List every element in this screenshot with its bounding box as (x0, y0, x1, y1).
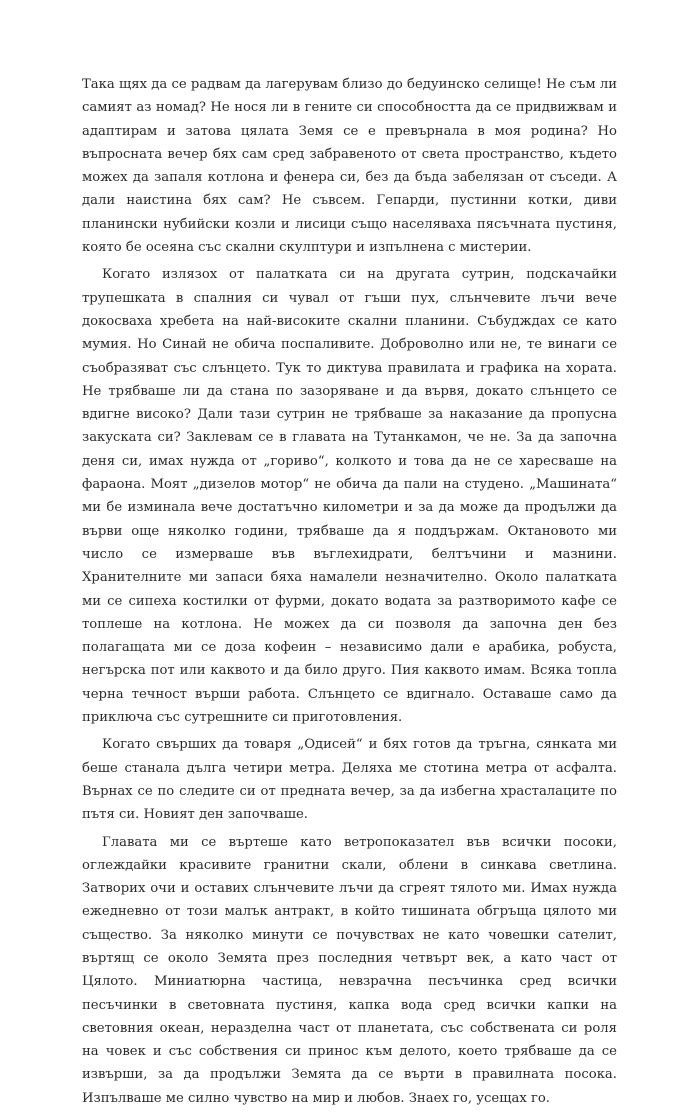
body-text (82, 73, 617, 1114)
paragraph: Когато свърших да товаря „Одисей“ и бях готов да тръгна, сянката ми беше станала дълга четири метра. Деляха ме стотина метра от асфалта. Върнах се по следите си от предната вечер, за да избегна храсталаците по пътя си. Новият ден започваше. (82, 737, 617, 823)
paragraph: Така щях да се радвам да лагерувам близо до бедуинско селище! Не съм ли самият аз номад? Не нося ли в гените си способността да се придвижвам и адаптирам и затова цялата Земя се е превърнала в моя родина? Но въпросната вечер бях сам сред забравеното от света пространство, където можех да запаля котлона и фенера си, без да бъда забелязан от съседи. А дали наистина бях сам? Не съвсем. Гепарди, пустинни котки, диви планински нубийски козли и лисици също населяваха пясъчната пустиня, която бе осеяна със скални скулптури и изпълнена с мистерии. (82, 77, 617, 256)
paragraph: Главата ми се въртеше като ветропоказател във всички посоки, оглеждайки красивите гранитни скали, облени в синкава светлина. Затворих очи и оставих слънчевите лъчи да сгреят тялото ми. Имах нужда ежедневно от този малък антракт, в който тишината обгръща цялото ми същество. За няколко минути се почувствах не като човешки сателит, въртящ се около Земята през последния четвърт век, а като част от Цялото. Миниатюрна частица, невзрачна песъчинка сред всички песъчинки в световната пустиня, капка вода сред всички капки на световния океан, неразделна част от планетата, със собствената си роля на човек и със собствения си принос към делото, което трябваше да се извърши, за да продължи Земята да се върти в правилната посока. Изпълваше ме силно чувство на мир и любов. Знаех го, усещах го. (82, 834, 617, 1106)
paragraph: Когато излязох от палатката си на другата сутрин, подскачайки трупешката в спалния си чувал от гъши пух, слънчевите лъчи вече докосваха хребета на най-високите скални планини. Събудждах се като мумия. Но Синай не обича поспаливите. Доброволно или не, те винаги се съобразяват със слънцето. Тук то диктува правилата и графика на хората. Не трябваше ли да стана по зазоряване и да вървя, докато слънцето се вдигне високо? Дали тази сутрин не трябваше за наказание да пропусна закуската си? Заклевам се в главата на Тутанкамон, че не. За да започна деня си, имах нужда от „гориво“, колкото и това да не се харесваше на фараона. Моят „дизелов мотор“ не обича да пали на студено. „Машината“ ми бе изминала вече достатъчно километри и за да може да продължи да върви още няколко години, трябваше да я поддържам. Октановото ми число се измерваше във въглехидрати, белтъчини и мазнини. Хранителните ми запаси бяха намалели незначително. Около палатката ми се сипеха костилки от фурми, докато водата за разтворимото кафе се топлеше на котлона. Не можех да си позволя да започна ден без полагащата ми се доза кофеин – независимо дали е арабика, робуста, негърска пот или каквото и да било друго. Пия каквото имам. Всяка топла черна течност върши работа. Слънцето се вдигнало. Оставаше само да приключа със сутрешните си приготовления. (82, 267, 617, 726)
